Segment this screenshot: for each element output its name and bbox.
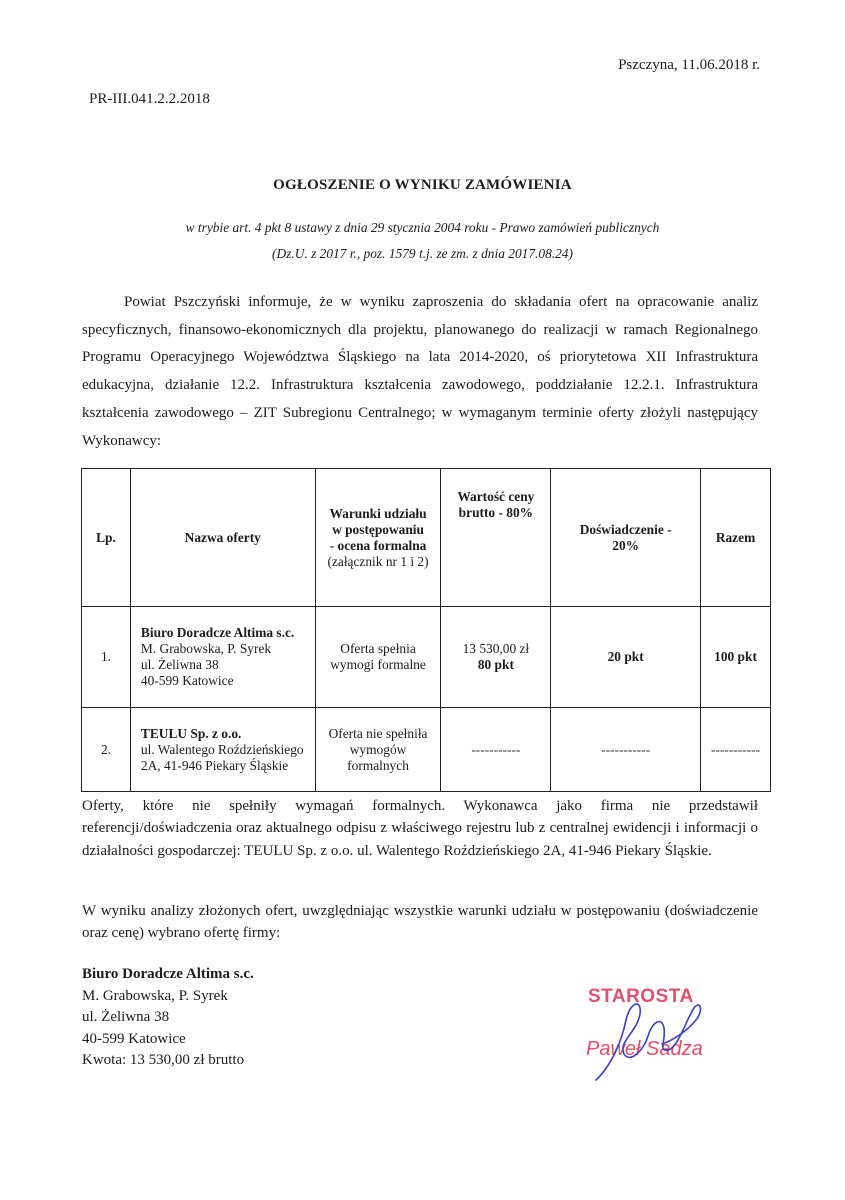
stamp-title: STAROSTA	[588, 986, 694, 1007]
header-lp: Lp.	[82, 469, 131, 607]
legal-basis-line-1: w trybie art. 4 pkt 8 ustawy z dnia 29 stycznia 2004 roku - Prawo zamówień publicznych	[185, 220, 660, 235]
table-header-row	[82, 469, 771, 607]
header-conditions-line: - ocena formalna	[329, 537, 427, 553]
row-company-name: Biuro Doradcze Altima s.c.	[140, 625, 295, 640]
row-company-address: ul. Żeliwna 38	[140, 657, 219, 672]
row-total: -----------	[701, 708, 771, 792]
table-row	[82, 708, 771, 792]
choice-paragraph: W wyniku analizy złożonych ofert, uwzględniając wszystkie warunki udziału w postępowaniu (doświadczenie oraz cenę) wybrano ofertę firmy:	[82, 903, 758, 942]
official-stamp	[582, 980, 712, 1090]
row-company-cell	[130, 607, 315, 708]
header-conditions-line: w postępowaniu	[332, 521, 424, 537]
row-lp: 1.	[82, 607, 131, 708]
winner-company: Biuro Doradcze Altima s.c.	[82, 966, 254, 982]
table-row	[82, 607, 771, 708]
row-conditions-line: formalnych	[347, 757, 409, 773]
row-price	[441, 607, 551, 708]
winner-block	[82, 964, 254, 1072]
row-company-address: 2A, 41-946 Piekary Śląskie	[140, 757, 289, 773]
header-price-line: brutto - 80%	[458, 505, 534, 520]
row-company-name: TEULU Sp. z o.o.	[140, 725, 242, 741]
row-price: -----------	[441, 708, 551, 792]
winner-line: 40-599 Katowice	[82, 1030, 186, 1047]
row-conditions-line: Oferta spełnia	[340, 641, 416, 656]
signature-icon	[582, 980, 712, 1090]
header-conditions-line: Warunki udziału	[329, 505, 427, 521]
row-conditions-line: wymogów	[349, 741, 407, 757]
row-company-cell	[130, 708, 315, 792]
rejected-offers-note: Oferty, które nie spełniły wymagań formalnych. Wykonawca jako firma nie przedstawił referencji/doświadczenia oraz aktualnego odpisu z właściwego rejestru lub z centralnej ewidencji i informacji o działalności gospodarczej: TEULU Sp. z o.o. ul. Walentego Roździeńskiego 2A, 41-946 Piekary Śląskie.	[82, 798, 758, 859]
header-price-line: Wartość ceny	[457, 489, 535, 504]
row-experience: -----------	[551, 708, 701, 792]
row-lp: 2.	[82, 708, 131, 792]
header-experience-line: Doświadczenie -	[579, 521, 672, 537]
row-experience: 20 pkt	[551, 607, 701, 708]
row-company-address: M. Grabowska, P. Syrek	[140, 641, 272, 656]
row-company-address: ul. Walentego Roździeńskiego	[140, 741, 304, 757]
stamp-name: Paweł Sadza	[586, 1038, 703, 1060]
winner-line: M. Grabowska, P. Syrek	[82, 987, 228, 1004]
header-name: Nazwa oferty	[130, 469, 315, 607]
legal-basis-line-2: (Dz.U. z 2017 r., poz. 1579 t.j. ze zm. z dnia 2017.08.24)	[272, 246, 573, 261]
row-total: 100 pkt	[701, 607, 771, 708]
row-price-value: 13 530,00 zł	[462, 641, 530, 656]
winner-line: ul. Żeliwna 38	[82, 1009, 170, 1026]
reference-number: PR-III.041.2.2.2018	[89, 91, 210, 107]
document-title: OGŁOSZENIE O WYNIKU ZAMÓWIENIA	[273, 177, 572, 193]
header-experience	[551, 469, 701, 607]
row-conditions	[315, 708, 441, 792]
row-price-points: 80 pkt	[477, 657, 514, 672]
header-conditions	[315, 469, 441, 607]
header-experience-line: 20%	[612, 537, 640, 553]
header-total: Razem	[701, 469, 771, 607]
winner-amount: Kwota: 13 530,00 zł brutto	[82, 1052, 245, 1069]
header-price	[441, 469, 551, 607]
row-conditions	[315, 607, 441, 708]
row-conditions-line: wymogi formalne	[330, 657, 426, 672]
row-conditions-line: Oferta nie spełniła	[328, 725, 428, 741]
row-company-address: 40-599 Katowice	[140, 673, 234, 688]
intro-paragraph: Powiat Pszczyński informuje, że w wyniku zaproszenia do składania ofert na opracowanie analiz specyficznych, finansowo-ekonomicznych dla projektu, planowanego do realizacji w ramach Regionalnego Programu Operacyjnego Województwa Śląskiego na lata 2014-2020, oś priorytetowa XII Infrastruktura edukacyjna, działanie 12.2. Infrastruktura kształcenia zawodowego, poddziałanie 12.2.1. Infrastruktura kształcenia zawodowego – ZIT Subregionu Centralnego; w wymaganym terminie oferty złożyli następujący Wykonawcy:	[82, 294, 758, 449]
header-conditions-attachment: (załącznik nr 1 i 2)	[327, 553, 429, 569]
place-date: Pszczyna, 11.06.2018 r.	[618, 57, 760, 73]
offers-table	[81, 468, 771, 792]
